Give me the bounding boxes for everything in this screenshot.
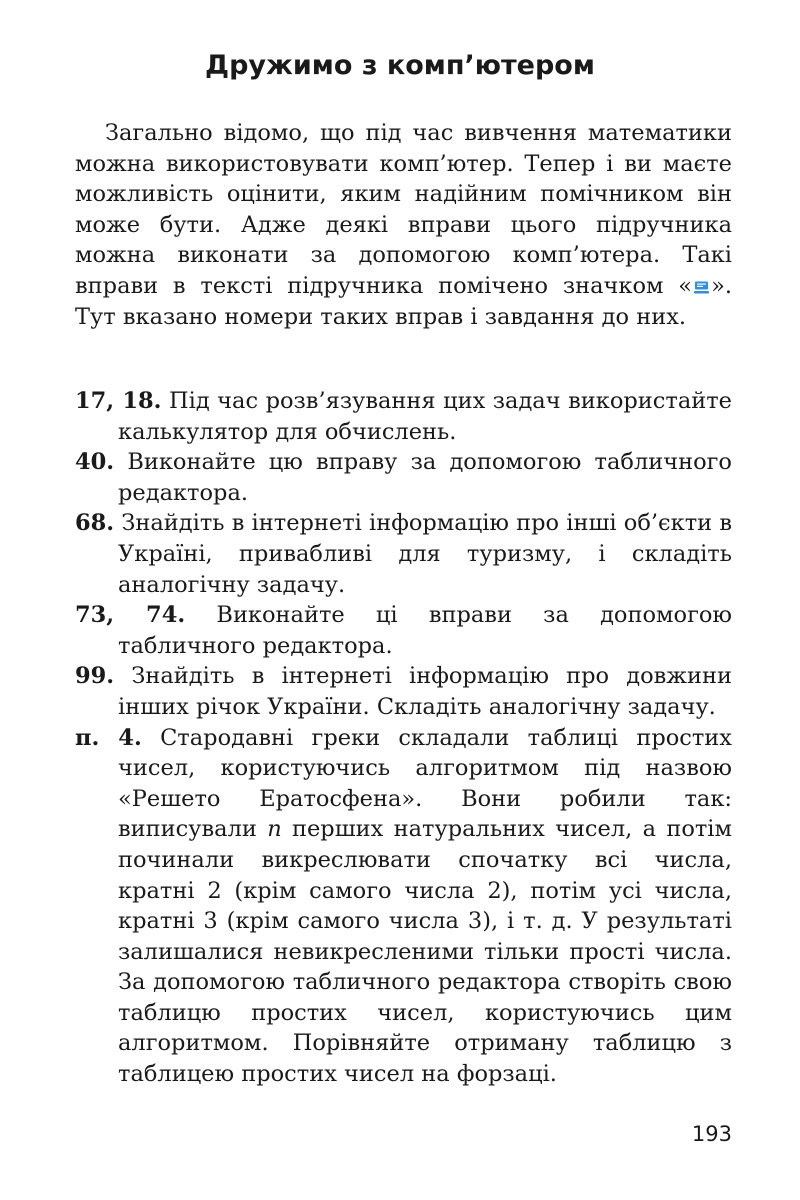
page-title: Дружимо з комп’ютером	[205, 50, 595, 81]
exercise-text: Під час розв’язування цих задач використайте калькулятор для обчислень.	[118, 388, 733, 445]
exercise-item	[75, 661, 732, 722]
exercise-text: Виконайте ці вправи за допомогою табличного редактора.	[118, 602, 732, 659]
exercise-item	[75, 723, 732, 1090]
exercise-number: 17, 18.	[75, 388, 162, 414]
exercise-number: п. 4.	[75, 724, 142, 751]
page-number: 193	[691, 1122, 732, 1146]
exercise-number: 40.	[75, 449, 115, 476]
exercise-item	[75, 386, 732, 447]
exercise-number: 68.	[75, 510, 115, 537]
exercise-number: 73, 74.	[75, 602, 186, 629]
exercise-text: Знайдіть в інтернеті інформацію про довжини інших річок України. Складіть аналогічну задачу.	[118, 663, 732, 720]
intro-text-part-2: ». Тут вказано номери таких вправ і завдання до них.	[75, 272, 732, 330]
exercise-item	[75, 447, 732, 508]
intro-paragraph	[75, 118, 732, 332]
exercise-list	[75, 386, 732, 1090]
exercise-text: перших натуральних чисел, а потім починали викреслювати спочатку всі числа, кратні 2 (крім самого числа 2), потім усі числа, кратні 3 (крім самого числа 3), і т. д. У результаті залишалися невикресленими тільки прості числа. За допомогою табличного редактора створіть свою таблицю простих чисел, користуючись цим алгоритмом. Порівняйте отриману таблицю з таблицею простих чисел на форзаці.	[118, 816, 733, 1088]
computer-icon	[694, 281, 709, 294]
exercise-number: 99.	[75, 663, 115, 690]
variable-n: n	[267, 816, 282, 843]
exercise-text: Виконайте цю вправу за допомогою табличного редактора.	[118, 449, 732, 506]
exercise-text: Знайдіть в інтернеті інформацію про інші об’єкти в Україні, привабливі для туризму, і складіть аналогічну задачу.	[118, 510, 732, 598]
intro-text-part-1: Загально відомо, що під час вивчення математики можна використовувати комп’ютер. Тепер і ви маєте можливість оцінити, яким надійним помічником він може бути. Адже деякі вправи цього підручника можна виконати за допомогою комп’ютера. Такі вправи в тексті підручника помічено значком «	[75, 120, 732, 299]
exercise-text: Стародавні греки складали таблиці простих чисел, користуючись алгоритмом під назвою «Решето Ератосфена». Вони робили так: виписували	[118, 724, 732, 843]
exercise-item	[75, 508, 732, 600]
exercise-item	[75, 600, 732, 661]
